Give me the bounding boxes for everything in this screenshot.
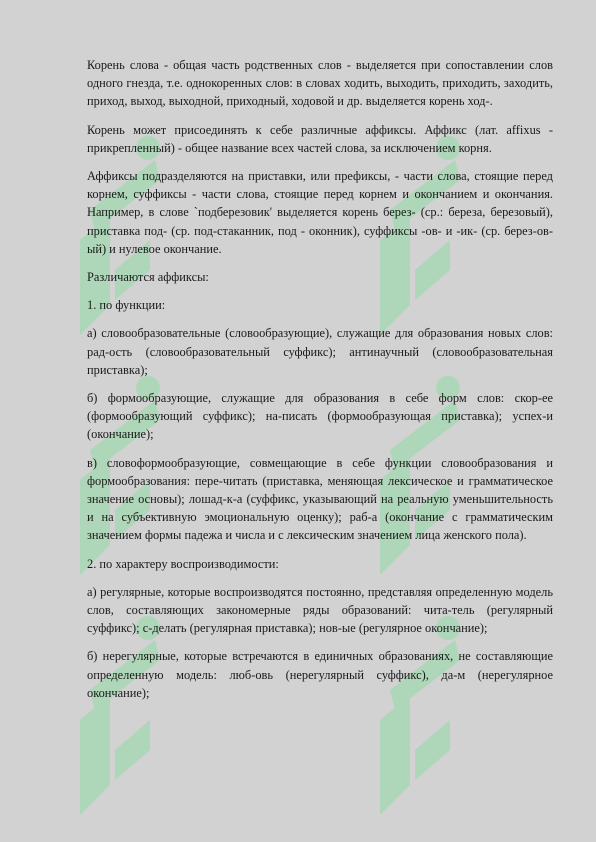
paragraph-irregular: б) нерегулярные, которые встречаются в единичных образованиях, не составляющие определенную модель: люб-овь (нерегулярный суффикс), да-м (нерегулярное окончание); bbox=[87, 649, 553, 700]
paragraph-by-reproducibility-heading: 2. по характеру воспроизводимости: bbox=[87, 556, 279, 571]
paragraph-by-function-heading: 1. по функции: bbox=[87, 298, 166, 313]
paragraph-word-forming: а) словообразовательные (словообразующие), служащие для образования новых слов: рад-ость (словообразовательный суффикс); антинаучный (словообразовательная приставка); bbox=[87, 326, 553, 377]
paragraph-root-definition: Корень слова - общая часть родственных слов - выделяется при сопоставлении слов одного гнезда, т.е. однокоренных слов: в словах ходить, выходить, приходить, заходить, приход, выход, выходной, приходный, ходовой и др. выделяется корень ход-. bbox=[87, 58, 553, 109]
paragraph-affix-distinction: Различаются аффиксы: bbox=[87, 270, 209, 285]
paragraph-form-building: б) формообразующие, служащие для образования в себе форм слов: скор-ее (формообразующий суффикс); на-писать (формообразующая приставка); успех-и (окончание); bbox=[87, 391, 553, 442]
paragraph-word-form-building: в) словоформообразующие, совмещающие в себе функции словообразования и формообразования: пере-читать (приставка, меняющая лексическое и грамматическое значение основы); лошад-к-а (суффикс, указывающий на реальную уменьшительность и на субъективную эмоциональную оценку); раб-а (окончание с грамматическим значением формы падежа и числа и с лексическим значением лица женского пола). bbox=[87, 455, 553, 543]
paragraph-regular: а) регулярные, которые воспроизводятся постоянно, представляя определенную модель слов, составляющих закономерные ряды образований: чита-тель (регулярный суффикс); с-делать (регулярная приставка); нов-ые (регулярное окончание); bbox=[87, 584, 553, 636]
paragraph-affix-definition: Корень может присоединять к себе различные аффиксы. Аффикс (лат. affixus - прикрепленный) - общее название всех частей слова, за исключением корня. bbox=[87, 122, 553, 155]
paragraph-affix-types: Аффиксы подразделяются на приставки, или префиксы, - части слова, стоящие перед корнем, суффиксы - части слова, стоящие перед корнем и окончанием и окончания. Например, в слове `подберезовик' выделяется корень берез- (ср.: береза, березовый), приставка под- (ср. под-стаканник, под - оконник), суффиксы -ов- и -ик- (ср. берез-ов-ый) и нулевое окончание. bbox=[87, 169, 553, 256]
document-body bbox=[87, 56, 553, 712]
